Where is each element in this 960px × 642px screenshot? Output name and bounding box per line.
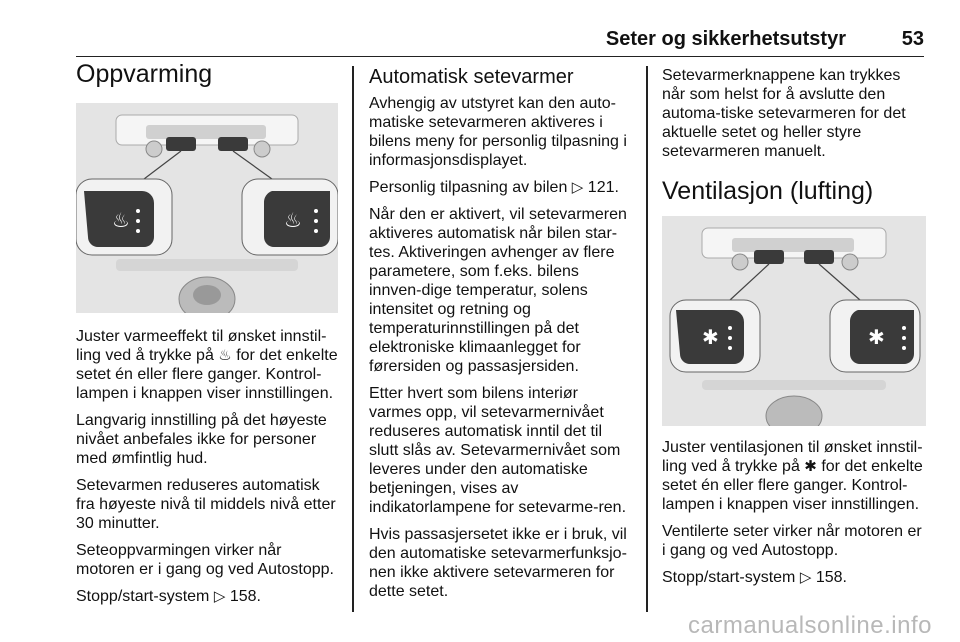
heading-ventilation: Ventilasjon (lufting) — [662, 177, 874, 205]
paragraph: Personlig tilpasning av bilen ▷ 121. — [369, 179, 619, 196]
svg-text:✱: ✱ — [868, 324, 885, 349]
seat-heat-buttons-illustration — [76, 103, 338, 313]
paragraph: Stopp/start-system ▷ 158. — [76, 587, 261, 605]
seat-heat-icon: ♨ — [218, 346, 232, 364]
paragraph: Etter hvert som bilens interiør varmes opp, vil setevarmernivået reduseres automatisk inntil det til slutt slås av. Setevarmernivået som leveres under den automatiske betjeningen, vises av indikatorlampene for setevarme-ren. — [369, 385, 627, 516]
figure-seat-ventilation — [662, 216, 926, 426]
paragraph: Avhengig av utstyret kan den auto-matiske setevarmeren aktiveres i bilens meny for personlig tilpasning i informasjonsdisplayet. — [369, 95, 627, 169]
svg-text:✱: ✱ — [702, 324, 719, 349]
column-divider — [646, 66, 648, 612]
column-auto-seat-heater — [369, 66, 633, 609]
paragraph: Hvis passasjersetet ikke er i bruk, vil den automatiske setevarmerfunksjo-nen ikke aktivere setevarmeren for dette setet. — [369, 526, 627, 600]
heading-heating: Oppvarming — [76, 60, 213, 88]
column-divider — [352, 66, 354, 612]
page-ref[interactable]: 121. — [587, 179, 619, 196]
page-number: 53 — [901, 28, 924, 50]
svg-text:♨: ♨ — [112, 207, 130, 232]
paragraph: Setevarmen reduseres automatisk fra høyeste nivå til middels nivå etter 30 minutter. — [76, 476, 336, 532]
page-ref-arrow-icon: ▷ — [571, 179, 584, 196]
watermark: carmanualsonline.info — [688, 612, 932, 639]
paragraph: Setevarmerknappene kan trykkes når som helst for å avslutte den automa-tiske setevarmeren for det aktuelle setet og heller styre setevarmeren manuelt. — [662, 67, 906, 160]
svg-text:♨: ♨ — [284, 207, 302, 232]
heading-auto-seat-heater: Automatisk setevarmer — [369, 66, 574, 88]
paragraph: Ventilerte seter virker når motoren er i gang og ved Autostopp. — [662, 522, 922, 559]
section-title: Seter og sikkerhetsutstyr — [605, 28, 846, 50]
page-ref[interactable]: 158. — [815, 568, 847, 586]
running-head — [76, 28, 924, 57]
page-ref-arrow-icon: ▷ — [799, 568, 812, 586]
column-ventilation — [662, 66, 926, 595]
paragraph: Seteoppvarmingen virker når motoren er i gang og ved Autostopp. — [76, 541, 334, 578]
paragraph: Juster varmeeffekt til ønsket innstil-ling ved å trykke på ♨ for det enkelte setet én eller flere ganger. Kontrol-lampen i knappen viser innstillingen. — [76, 327, 338, 402]
page-ref-arrow-icon: ▷ — [213, 587, 226, 605]
page-ref[interactable]: 158. — [229, 587, 261, 605]
seat-vent-buttons-illustration — [662, 216, 926, 426]
seat-vent-icon: ✱ — [804, 457, 817, 475]
paragraph: Når den er aktivert, vil setevarmeren aktiveres automatisk når bilen star-tes. Aktiveringen avhenger av flere parametere, som f.eks. bilens innven-dige temperatur, solens intensitet og retning og temperaturinnstillingen på det elektroniske klimaanlegget for førersiden og passasjersiden. — [369, 206, 627, 375]
column-heating — [76, 60, 338, 614]
paragraph: Juster ventilasjonen til ønsket innstil-ling ved å trykke på ✱ for det enkelte setet én eller flere ganger. Kontrol-lampen i knappen viser innstillingen. — [662, 438, 923, 513]
figure-seat-heating — [76, 103, 338, 313]
paragraph: Langvarig innstilling på det høyeste nivået anbefales ikke for personer med ømfintlig hud. — [76, 411, 327, 467]
paragraph: Stopp/start-system ▷ 158. — [662, 568, 847, 586]
